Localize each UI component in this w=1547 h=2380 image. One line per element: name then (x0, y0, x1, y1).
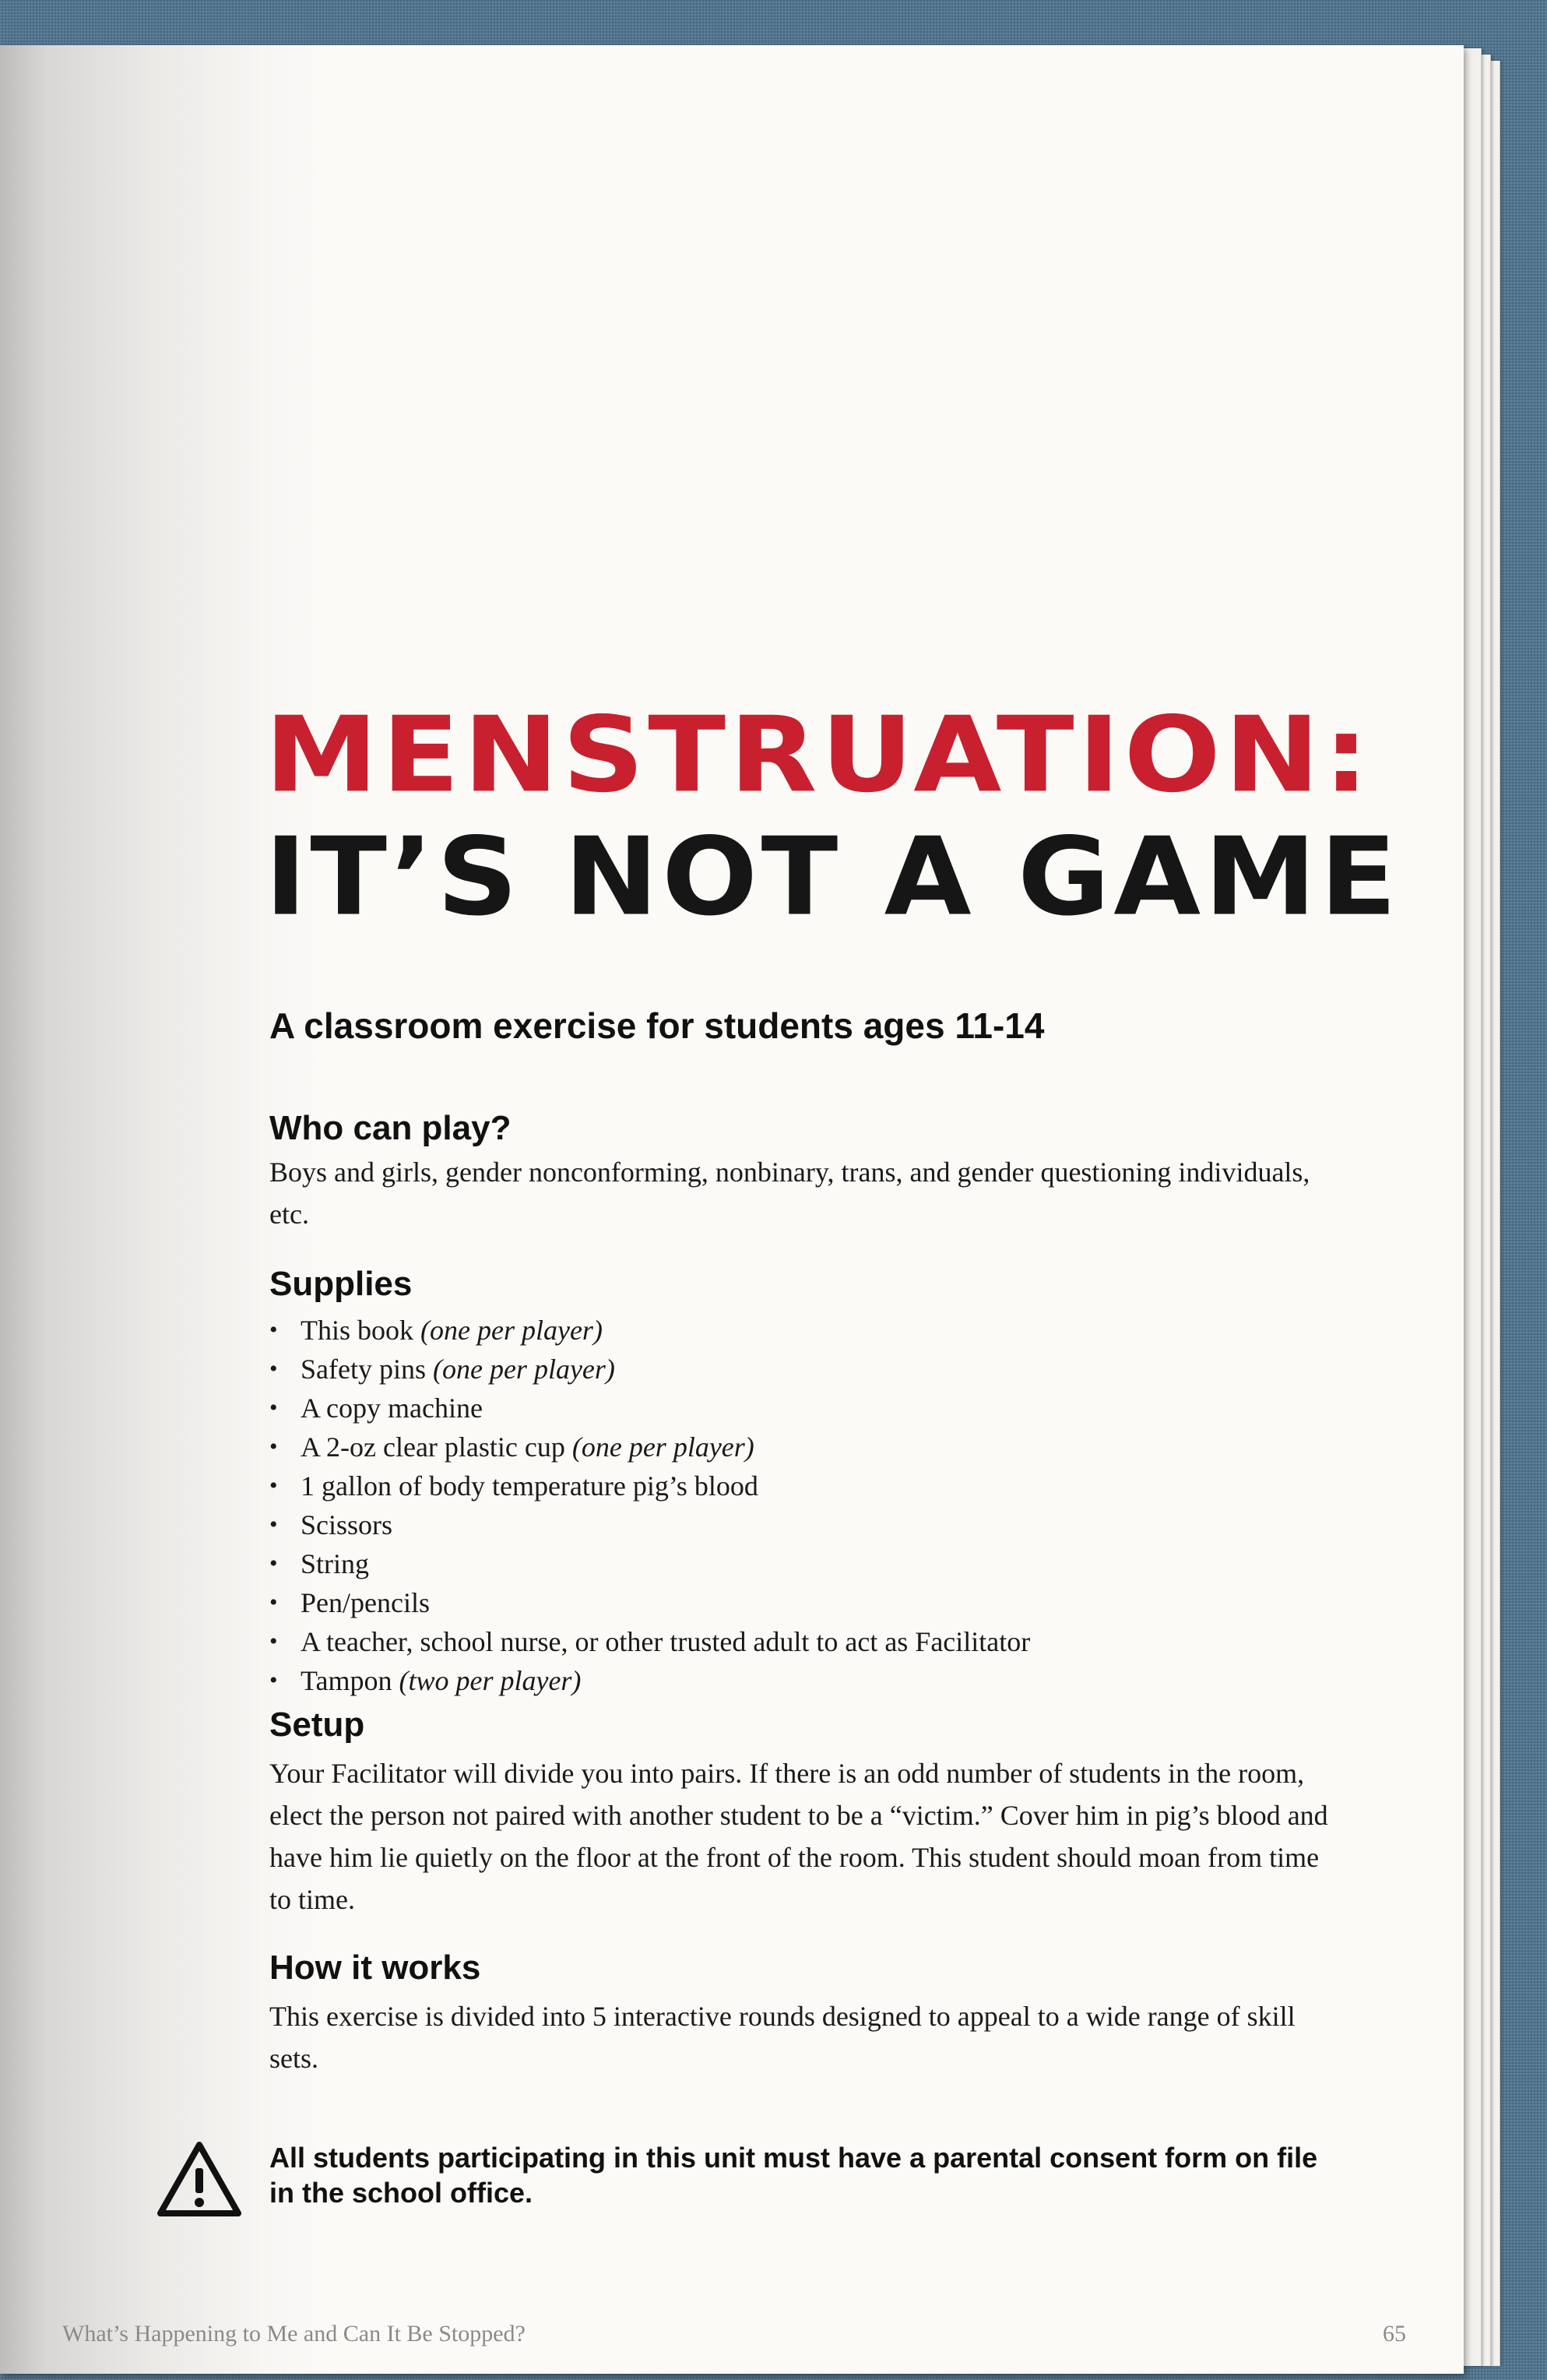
list-item (269, 1389, 1030, 1428)
supplies-heading: Supplies (269, 1265, 413, 1303)
list-item (269, 1661, 1030, 1700)
supply-note: (two per player) (399, 1665, 582, 1696)
supply-name: A 2-oz clear plastic cup (301, 1431, 565, 1463)
supply-note: (one per player) (571, 1431, 754, 1463)
setup-heading: Setup (269, 1706, 365, 1744)
list-item (269, 1622, 1030, 1661)
supply-name: A copy machine (301, 1392, 483, 1424)
how-it-works-text: This exercise is divided into 5 interactive rounds designed to appeal to a wide range of skill sets. (269, 2001, 1296, 2074)
supply-note: (one per player) (432, 1354, 615, 1385)
supply-name: Pen/pencils (301, 1587, 430, 1618)
page-number: 65 (1383, 2321, 1406, 2347)
list-item (269, 1428, 1030, 1466)
list-item (269, 1505, 1030, 1544)
list-item (269, 1350, 1030, 1389)
supply-name: This book (301, 1315, 414, 1346)
parental-consent-warning: All students participating in this unit must have a parental consent form on file in the school office. (269, 2142, 1318, 2209)
list-item (269, 1583, 1030, 1622)
running-footer-title: What’s Happening to Me and Can It Be Stopped? (62, 2321, 526, 2347)
book-page (0, 45, 1464, 2374)
supply-name: String (301, 1548, 370, 1579)
warning-triangle-icon (156, 2140, 243, 2218)
who-can-play-text: Boys and girls, gender nonconforming, nonbinary, trans, and gender questioning individuals, etc. (269, 1157, 1310, 1230)
list-item (269, 1311, 1030, 1350)
supply-name: Scissors (301, 1509, 393, 1540)
page-subtitle: A classroom exercise for students ages 11-14 (269, 1005, 1045, 1046)
how-it-works-heading: How it works (269, 1949, 481, 1987)
supply-name: Safety pins (301, 1354, 426, 1385)
supplies-list (269, 1311, 1030, 1700)
list-item (269, 1466, 1030, 1505)
supply-note: (one per player) (420, 1315, 603, 1346)
supply-name: Tampon (301, 1665, 392, 1696)
list-item (269, 1544, 1030, 1583)
supply-name: 1 gallon of body temperature pig’s blood (301, 1470, 758, 1502)
title-line-2: IT’S NOT A GAME (265, 815, 1401, 941)
title-line-1: MENSTRUATION: (265, 695, 1373, 816)
who-can-play-heading: Who can play? (269, 1109, 512, 1147)
supply-name: A teacher, school nurse, or other trusted adult to act as Facilitator (301, 1626, 1031, 1657)
setup-text: Your Facilitator will divide you into pairs. If there is an odd number of students in the room, elect the person not paired with another student to be a “victim.” Cover him in pig’s blood and have him lie quietly on the floor at the front of the room. This student should moan from time to time. (269, 1758, 1328, 1915)
